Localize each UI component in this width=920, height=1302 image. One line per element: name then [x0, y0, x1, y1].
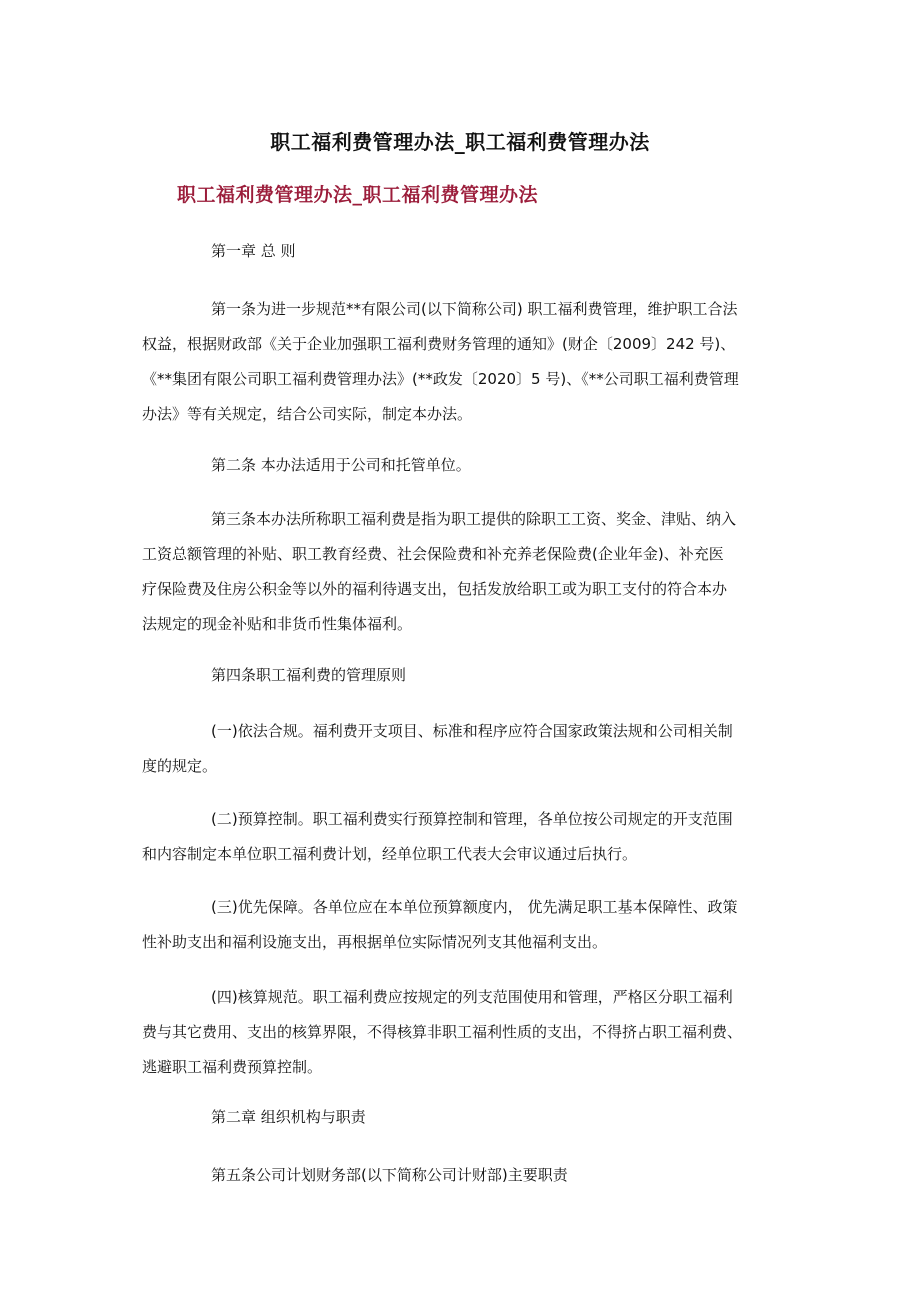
article-2-paragraph: 第二条 本办法适用于公司和托管单位。 [211, 456, 471, 474]
principle-1-line-2: 度的规定。 [142, 757, 218, 775]
article-1-line-1: 第一条为进一步规范**有限公司(以下简称公司) 职工福利费管理，维护职工合法 [211, 300, 738, 318]
article-3-line-4: 法规定的现金补贴和非货币性集体福利。 [142, 615, 413, 633]
principle-1-line-1: (一)依法合规。福利费开支项目、标准和程序应符合国家政策法规和公司相关制 [211, 722, 733, 740]
article-3-line-2: 工资总额管理的补贴、职工教育经费、社会保险费和补充养老保险费(企业年金)、补充医 [142, 545, 724, 563]
principle-3-line-2: 性补助支出和福利设施支出，再根据单位实际情况列支其他福利支出。 [142, 933, 608, 951]
principle-4-line-2: 费与其它费用、支出的核算界限，不得核算非职工福利性质的支出，不得挤占职工福利费、 [142, 1023, 743, 1041]
document-subtitle: 职工福利费管理办法_职工福利费管理办法 [177, 184, 539, 206]
article-1-paragraph [142, 292, 739, 432]
chapter-heading-2: 第二章 组织机构与职责 [211, 1108, 366, 1126]
article-1-line-4: 办法》等有关规定，结合公司实际，制定本办法。 [142, 405, 473, 423]
article-3-paragraph [142, 502, 736, 642]
chapter-heading-1: 第一章 总 则 [211, 242, 296, 260]
principle-4-paragraph [142, 980, 742, 1085]
article-4-paragraph: 第四条职工福利费的管理原则 [211, 666, 407, 684]
article-3-line-1: 第三条本办法所称职工福利费是指为职工提供的除职工工资、奖金、津贴、纳入 [211, 510, 737, 528]
principle-3-line-1: (三)优先保障。各单位应在本单位预算额度内， 优先满足职工基本保障性、政策 [211, 898, 738, 916]
article-1-line-3: 《**集团有限公司职工福利费管理办法》(**政发〔2020〕5 号)、《**公司职工福利费管理 [142, 370, 739, 388]
article-3-line-3: 疗保险费及住房公积金等以外的福利待遇支出，包括发放给职工或为职工支付的符合本办 [142, 580, 728, 598]
principle-2-line-2: 和内容制定本单位职工福利费计划，经单位职工代表大会审议通过后执行。 [142, 845, 638, 863]
principle-3-paragraph [142, 890, 737, 960]
article-5-paragraph: 第五条公司计划财务部(以下简称公司计财部)主要职责 [211, 1166, 568, 1184]
article-1-line-2: 权益，根据财政部《关于企业加强职工福利费财务管理的通知》(财企〔2009〕242 号)、 [142, 335, 736, 353]
principle-4-line-1: (四)核算规范。职工福利费应按规定的列支范围使用和管理，严格区分职工福利 [211, 988, 733, 1006]
principle-4-line-3: 逃避职工福利费预算控制。 [142, 1058, 323, 1076]
document-title: 职工福利费管理办法_职工福利费管理办法 [270, 130, 650, 154]
principle-1-paragraph [142, 714, 733, 784]
principle-2-paragraph [142, 802, 733, 872]
principle-2-line-1: (二)预算控制。职工福利费实行预算控制和管理，各单位按公司规定的开支范围 [211, 810, 733, 828]
